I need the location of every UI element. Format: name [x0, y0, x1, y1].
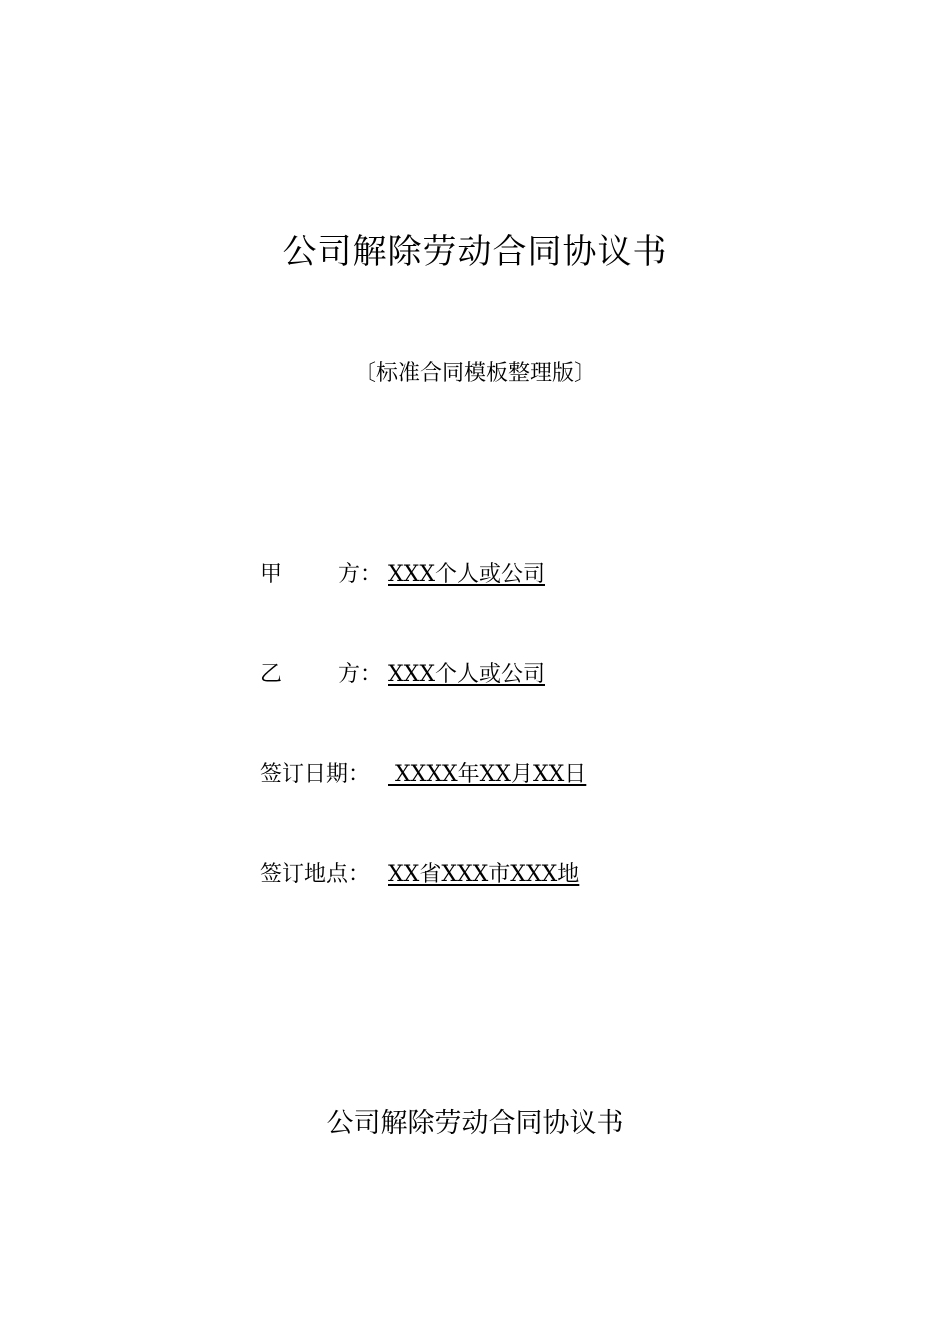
- body-title: 公司解除劳动合同协议书: [326, 1108, 624, 1139]
- signing-date-label: 签订日期：: [260, 762, 371, 787]
- document-title: 公司解除劳动合同协议书: [282, 232, 668, 272]
- signing-date-field: [260, 758, 634, 792]
- signing-place-label: 签订地点：: [260, 862, 371, 887]
- signing-place-value: XX省XXX市XXX地: [388, 862, 580, 887]
- document-subtitle: 〔标准合同模板整理版〕: [353, 361, 596, 386]
- party-b-label-suffix: 方：: [338, 662, 383, 687]
- signing-date-value: XXXX年XX月XX日: [388, 762, 587, 787]
- party-b-label: [260, 658, 388, 692]
- party-b-label-char: 乙: [260, 662, 283, 687]
- signing-place-field: [260, 858, 608, 892]
- party-a-field: [260, 558, 614, 592]
- party-a-label-char: 甲: [260, 562, 283, 587]
- party-a-label-suffix: 方：: [338, 562, 383, 587]
- party-a-label: [260, 558, 388, 592]
- party-a-value: XXX个人或公司: [388, 562, 545, 587]
- party-b-field: [260, 658, 614, 692]
- party-b-value: XXX个人或公司: [388, 662, 545, 687]
